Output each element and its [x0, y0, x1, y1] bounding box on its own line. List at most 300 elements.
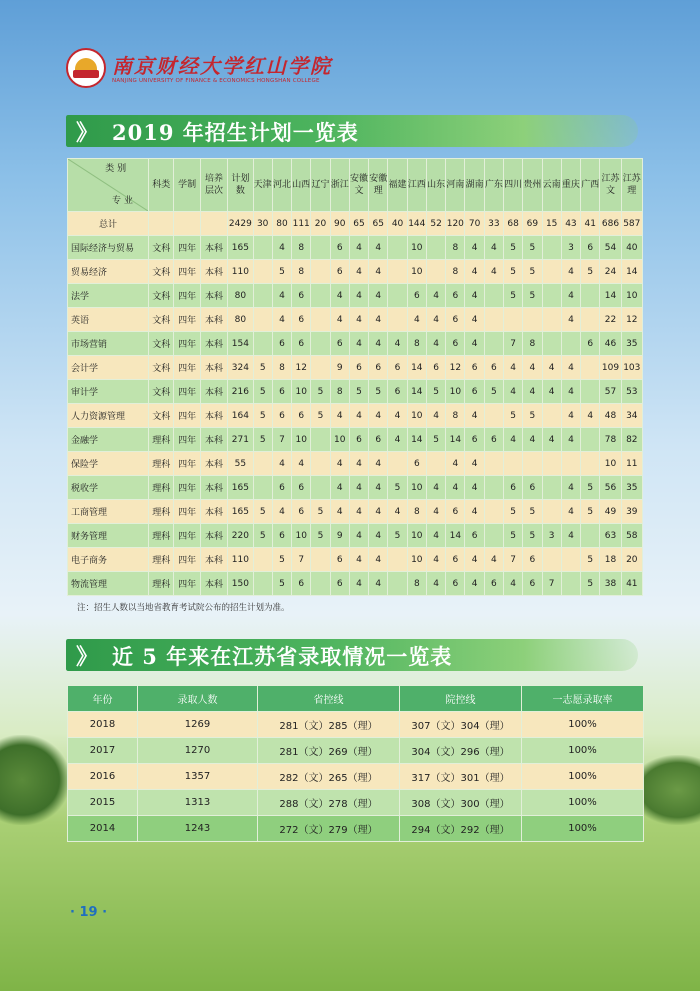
table-cell: 5 — [581, 548, 600, 572]
table-cell: 2429 — [228, 212, 253, 236]
table-cell: 5 — [484, 380, 503, 404]
table-cell: 15 — [542, 212, 561, 236]
table-cell — [504, 308, 523, 332]
header-first-choice-rate: 一志愿录取率 — [522, 686, 644, 712]
table-cell: 281（文）285（理） — [258, 712, 400, 738]
table-cell: 4 — [426, 332, 445, 356]
table-cell: 48 — [600, 404, 621, 428]
table-cell — [561, 572, 580, 596]
table-cell: 4 — [523, 428, 542, 452]
table-cell: 6 — [407, 284, 426, 308]
table-cell: 41 — [621, 572, 642, 596]
table-cell — [426, 260, 445, 284]
table-cell: 10 — [292, 380, 311, 404]
table-cell: 272（文）279（理） — [258, 816, 400, 842]
table-cell: 4 — [369, 308, 388, 332]
table-cell: 14 — [600, 284, 621, 308]
table-cell: 8 — [330, 380, 349, 404]
table-cell: 9 — [330, 524, 349, 548]
table-cell — [311, 332, 330, 356]
table-cell — [581, 356, 600, 380]
table-row — [68, 548, 643, 572]
column-header: 广西 — [581, 159, 600, 212]
table-cell — [253, 284, 272, 308]
table-cell: 6 — [330, 260, 349, 284]
table-cell: 14 — [407, 428, 426, 452]
table-cell: 本科 — [200, 308, 227, 332]
major-name: 市场营销 — [68, 332, 149, 356]
table-cell: 4 — [272, 500, 291, 524]
major-name: 国际经济与贸易 — [68, 236, 149, 260]
table-cell: 7 — [504, 548, 523, 572]
table-cell: 四年 — [174, 548, 200, 572]
table-cell: 4 — [330, 500, 349, 524]
table-cell: 4 — [272, 236, 291, 260]
table-cell: 109 — [600, 356, 621, 380]
table-cell: 100% — [522, 816, 644, 842]
table-cell: 12 — [446, 356, 465, 380]
table-cell: 5 — [253, 524, 272, 548]
table-cell: 文科 — [149, 236, 174, 260]
table-cell: 4 — [504, 428, 523, 452]
table-cell: 6 — [388, 356, 407, 380]
table-cell: 4 — [369, 332, 388, 356]
table-cell — [311, 284, 330, 308]
table-cell: 46 — [600, 332, 621, 356]
table-cell: 8 — [446, 236, 465, 260]
table-cell: 30 — [253, 212, 272, 236]
header-major-label: 专 业 — [112, 196, 133, 206]
table-cell: 4 — [465, 548, 484, 572]
table-cell: 4 — [349, 452, 368, 476]
table-cell: 10 — [407, 524, 426, 548]
table-cell: 5 — [369, 380, 388, 404]
table-cell: 本科 — [200, 260, 227, 284]
table-cell: 4 — [561, 260, 580, 284]
table-cell: 5 — [253, 356, 272, 380]
table-cell: 2014 — [68, 816, 138, 842]
table-cell: 5 — [523, 260, 542, 284]
column-header: 四川 — [504, 159, 523, 212]
table-cell — [253, 308, 272, 332]
table-cell: 80 — [228, 308, 253, 332]
logo-sun — [75, 58, 97, 70]
table-cell: 4 — [349, 332, 368, 356]
table-cell: 文科 — [149, 404, 174, 428]
table-cell: 4 — [388, 404, 407, 428]
table-cell: 6 — [407, 452, 426, 476]
table-cell: 216 — [228, 380, 253, 404]
table-cell: 164 — [228, 404, 253, 428]
table-cell — [484, 476, 503, 500]
table-cell: 5 — [253, 500, 272, 524]
table-cell: 282（文）265（理） — [258, 764, 400, 790]
table-cell: 5 — [253, 428, 272, 452]
column-header: 广东 — [484, 159, 503, 212]
table-cell: 5 — [504, 404, 523, 428]
table-cell: 6 — [446, 500, 465, 524]
table-cell: 41 — [581, 212, 600, 236]
table-cell: 文科 — [149, 356, 174, 380]
column-header: 江西 — [407, 159, 426, 212]
table-cell: 10 — [407, 236, 426, 260]
table-cell: 5 — [523, 236, 542, 260]
table-cell: 4 — [426, 548, 445, 572]
table-row — [68, 524, 643, 548]
table-cell: 6 — [484, 428, 503, 452]
table-cell — [484, 500, 503, 524]
table-cell: 165 — [228, 476, 253, 500]
table-cell: 4 — [369, 236, 388, 260]
table-cell: 5 — [349, 380, 368, 404]
chevron-icon: 》 — [76, 121, 99, 146]
table-cell: 8 — [446, 404, 465, 428]
table-cell — [542, 260, 561, 284]
table-cell: 40 — [388, 212, 407, 236]
table-cell: 120 — [446, 212, 465, 236]
table-cell: 6 — [330, 548, 349, 572]
table-cell: 10 — [407, 404, 426, 428]
column-header: 江苏理 — [621, 159, 642, 212]
table-cell: 4 — [465, 308, 484, 332]
table-cell: 5 — [311, 404, 330, 428]
table-cell — [253, 476, 272, 500]
major-name: 物流管理 — [68, 572, 149, 596]
table-cell: 本科 — [200, 356, 227, 380]
table-cell — [388, 260, 407, 284]
table-cell — [426, 236, 445, 260]
table-cell: 8 — [272, 356, 291, 380]
table-cell: 4 — [369, 572, 388, 596]
table-cell: 4 — [330, 404, 349, 428]
table-cell — [253, 332, 272, 356]
table-cell: 10 — [407, 260, 426, 284]
table-cell: 理科 — [149, 476, 174, 500]
table-cell: 150 — [228, 572, 253, 596]
table-cell: 4 — [465, 572, 484, 596]
table-cell: 80 — [228, 284, 253, 308]
table-cell: 5 — [581, 500, 600, 524]
table-cell — [311, 308, 330, 332]
table-cell: 6 — [292, 476, 311, 500]
table-cell: 5 — [523, 524, 542, 548]
table-cell: 18 — [600, 548, 621, 572]
table-cell: 14 — [446, 524, 465, 548]
college-name-en: NANJING UNIVERSITY OF FINANCE & ECONOMICS HONGSHAN COLLEGE — [112, 78, 320, 84]
table-cell: 8 — [407, 332, 426, 356]
table-cell: 4 — [407, 308, 426, 332]
table-cell — [388, 452, 407, 476]
table-cell: 6 — [446, 332, 465, 356]
table-cell: 56 — [600, 476, 621, 500]
header-category-label: 类 别 — [105, 164, 127, 174]
column-header: 云南 — [542, 159, 561, 212]
table-cell — [542, 548, 561, 572]
table-cell: 4 — [581, 404, 600, 428]
table-cell: 3 — [542, 524, 561, 548]
table-cell: 4 — [349, 260, 368, 284]
table-cell: 4 — [349, 572, 368, 596]
table-cell: 4 — [523, 356, 542, 380]
table-cell: 52 — [426, 212, 445, 236]
table-cell: 78 — [600, 428, 621, 452]
table-cell: 4 — [542, 380, 561, 404]
table-cell: 220 — [228, 524, 253, 548]
table-cell: 本科 — [200, 236, 227, 260]
table-row — [68, 404, 643, 428]
table-cell — [253, 236, 272, 260]
table-cell — [504, 452, 523, 476]
table-cell: 本科 — [200, 404, 227, 428]
table-cell — [174, 212, 200, 236]
table-cell: 4 — [369, 284, 388, 308]
table-cell: 文科 — [149, 332, 174, 356]
table-cell: 63 — [600, 524, 621, 548]
table-cell — [542, 236, 561, 260]
page-number: · 19 · — [70, 905, 108, 920]
table-cell: 12 — [292, 356, 311, 380]
table-cell: 6 — [484, 356, 503, 380]
column-header: 计划数 — [228, 159, 253, 212]
table-cell: 34 — [621, 404, 642, 428]
table-cell: 文科 — [149, 308, 174, 332]
table-cell: 5 — [388, 476, 407, 500]
table-cell — [311, 452, 330, 476]
table-cell: 307（文）304（理） — [400, 712, 522, 738]
table-cell: 本科 — [200, 548, 227, 572]
table-cell: 6 — [369, 428, 388, 452]
table-cell: 100% — [522, 738, 644, 764]
table-cell: 6 — [292, 404, 311, 428]
table-cell: 5 — [581, 572, 600, 596]
table-cell — [581, 308, 600, 332]
table-cell: 4 — [426, 404, 445, 428]
table-cell: 154 — [228, 332, 253, 356]
table-cell — [484, 404, 503, 428]
table-cell: 4 — [484, 260, 503, 284]
table-cell: 110 — [228, 548, 253, 572]
table-cell: 6 — [523, 476, 542, 500]
table-cell: 165 — [228, 500, 253, 524]
table-cell — [581, 380, 600, 404]
table-cell: 4 — [369, 260, 388, 284]
table-cell: 82 — [621, 428, 642, 452]
table-row — [68, 428, 643, 452]
table-cell: 4 — [426, 572, 445, 596]
table-cell — [542, 404, 561, 428]
table-cell: 2017 — [68, 738, 138, 764]
table-cell: 2018 — [68, 712, 138, 738]
table-cell: 1357 — [138, 764, 258, 790]
table-cell: 6 — [292, 332, 311, 356]
table-cell: 6 — [330, 572, 349, 596]
table-cell: 5 — [504, 260, 523, 284]
table-cell: 6 — [504, 476, 523, 500]
table-cell: 100% — [522, 712, 644, 738]
table-cell: 14 — [407, 356, 426, 380]
table-cell: 6 — [465, 524, 484, 548]
table-cell: 5 — [581, 260, 600, 284]
table-cell: 4 — [272, 308, 291, 332]
table-cell: 4 — [426, 476, 445, 500]
table-cell: 65 — [349, 212, 368, 236]
column-header: 辽宁 — [311, 159, 330, 212]
table-cell: 4 — [465, 332, 484, 356]
table-cell: 1269 — [138, 712, 258, 738]
table-cell: 281（文）269（理） — [258, 738, 400, 764]
plan-header-row — [68, 159, 643, 212]
table-cell: 49 — [600, 500, 621, 524]
table-cell — [311, 572, 330, 596]
table-cell: 4 — [446, 476, 465, 500]
table-cell — [253, 260, 272, 284]
table-cell: 5 — [504, 236, 523, 260]
table-row — [68, 308, 643, 332]
table-cell: 53 — [621, 380, 642, 404]
header-college-line: 院控线 — [400, 686, 522, 712]
table-cell: 理科 — [149, 428, 174, 452]
table-cell: 6 — [465, 428, 484, 452]
table-cell: 57 — [600, 380, 621, 404]
table-cell: 90 — [330, 212, 349, 236]
college-logo — [66, 48, 106, 88]
table-cell: 6 — [292, 572, 311, 596]
total-label: 总计 — [68, 212, 149, 236]
table-cell: 四年 — [174, 284, 200, 308]
table-cell: 6 — [523, 572, 542, 596]
table-cell: 6 — [292, 500, 311, 524]
table-cell: 4 — [465, 284, 484, 308]
table-row — [68, 712, 644, 738]
table-cell: 10 — [600, 452, 621, 476]
table-cell: 24 — [600, 260, 621, 284]
table-cell — [581, 524, 600, 548]
table-cell: 39 — [621, 500, 642, 524]
table-cell: 144 — [407, 212, 426, 236]
table-cell: 6 — [465, 380, 484, 404]
admission-table — [67, 685, 644, 842]
table-cell: 四年 — [174, 404, 200, 428]
table-cell: 2015 — [68, 790, 138, 816]
table-cell: 5 — [388, 524, 407, 548]
table-cell — [542, 500, 561, 524]
major-name: 税收学 — [68, 476, 149, 500]
table-cell: 4 — [349, 524, 368, 548]
table-cell — [581, 452, 600, 476]
table-cell: 本科 — [200, 500, 227, 524]
table-cell: 69 — [523, 212, 542, 236]
table-cell — [523, 452, 542, 476]
table-cell: 理科 — [149, 548, 174, 572]
table-cell: 33 — [484, 212, 503, 236]
table-cell — [484, 452, 503, 476]
table-cell: 288（文）278（理） — [258, 790, 400, 816]
table-cell: 7 — [292, 548, 311, 572]
table-cell: 本科 — [200, 332, 227, 356]
table-row — [68, 284, 643, 308]
table-cell: 4 — [369, 548, 388, 572]
table-cell: 5 — [523, 404, 542, 428]
table-cell: 文科 — [149, 380, 174, 404]
table-row — [68, 332, 643, 356]
table-cell: 5 — [272, 572, 291, 596]
table-cell: 文科 — [149, 284, 174, 308]
table-cell: 4 — [369, 452, 388, 476]
table-cell: 20 — [311, 212, 330, 236]
table-row — [68, 816, 644, 842]
table-cell: 4 — [484, 548, 503, 572]
table-cell: 4 — [446, 452, 465, 476]
table-cell: 10 — [407, 548, 426, 572]
table-cell: 5 — [504, 284, 523, 308]
table-cell: 4 — [465, 260, 484, 284]
major-name: 审计学 — [68, 380, 149, 404]
table-cell — [561, 452, 580, 476]
section-title-admission: 近 5 年来在江苏省录取情况一览表 — [112, 644, 453, 669]
table-cell: 10 — [407, 476, 426, 500]
enrollment-plan-table — [67, 158, 643, 596]
table-cell: 70 — [465, 212, 484, 236]
table-cell: 4 — [542, 356, 561, 380]
column-header: 湖南 — [465, 159, 484, 212]
table-cell: 四年 — [174, 500, 200, 524]
table-cell: 304（文）296（理） — [400, 738, 522, 764]
major-name: 保险学 — [68, 452, 149, 476]
table-cell: 4 — [349, 476, 368, 500]
table-cell: 6 — [426, 356, 445, 380]
table-cell — [484, 332, 503, 356]
column-header: 河北 — [272, 159, 291, 212]
table-cell: 1243 — [138, 816, 258, 842]
table-cell: 4 — [292, 452, 311, 476]
table-cell: 8 — [292, 236, 311, 260]
table-cell: 4 — [561, 500, 580, 524]
table-cell: 8 — [523, 332, 542, 356]
table-cell — [484, 308, 503, 332]
table-cell — [542, 476, 561, 500]
column-header: 学制 — [174, 159, 200, 212]
table-cell: 四年 — [174, 380, 200, 404]
college-name-cn: 南京财经大学红山学院 — [112, 54, 332, 78]
header-province-line: 省控线 — [258, 686, 400, 712]
table-cell: 4 — [504, 572, 523, 596]
table-cell: 5 — [311, 500, 330, 524]
table-cell: 5 — [523, 284, 542, 308]
table-cell: 4 — [388, 500, 407, 524]
table-cell: 6 — [272, 524, 291, 548]
table-cell: 65 — [369, 212, 388, 236]
table-cell: 6 — [349, 356, 368, 380]
table-cell — [388, 308, 407, 332]
table-cell: 38 — [600, 572, 621, 596]
table-cell: 6 — [581, 332, 600, 356]
table-row — [68, 790, 644, 816]
table-cell: 本科 — [200, 524, 227, 548]
table-cell: 文科 — [149, 260, 174, 284]
table-cell: 10 — [446, 380, 465, 404]
table-row — [68, 452, 643, 476]
admission-header-row — [68, 686, 644, 712]
table-cell: 324 — [228, 356, 253, 380]
major-name: 英语 — [68, 308, 149, 332]
table-cell: 5 — [504, 524, 523, 548]
major-name: 电子商务 — [68, 548, 149, 572]
table-cell: 5 — [311, 380, 330, 404]
table-cell: 四年 — [174, 524, 200, 548]
table-cell: 4 — [330, 308, 349, 332]
table-row — [68, 738, 644, 764]
table-cell — [311, 476, 330, 500]
